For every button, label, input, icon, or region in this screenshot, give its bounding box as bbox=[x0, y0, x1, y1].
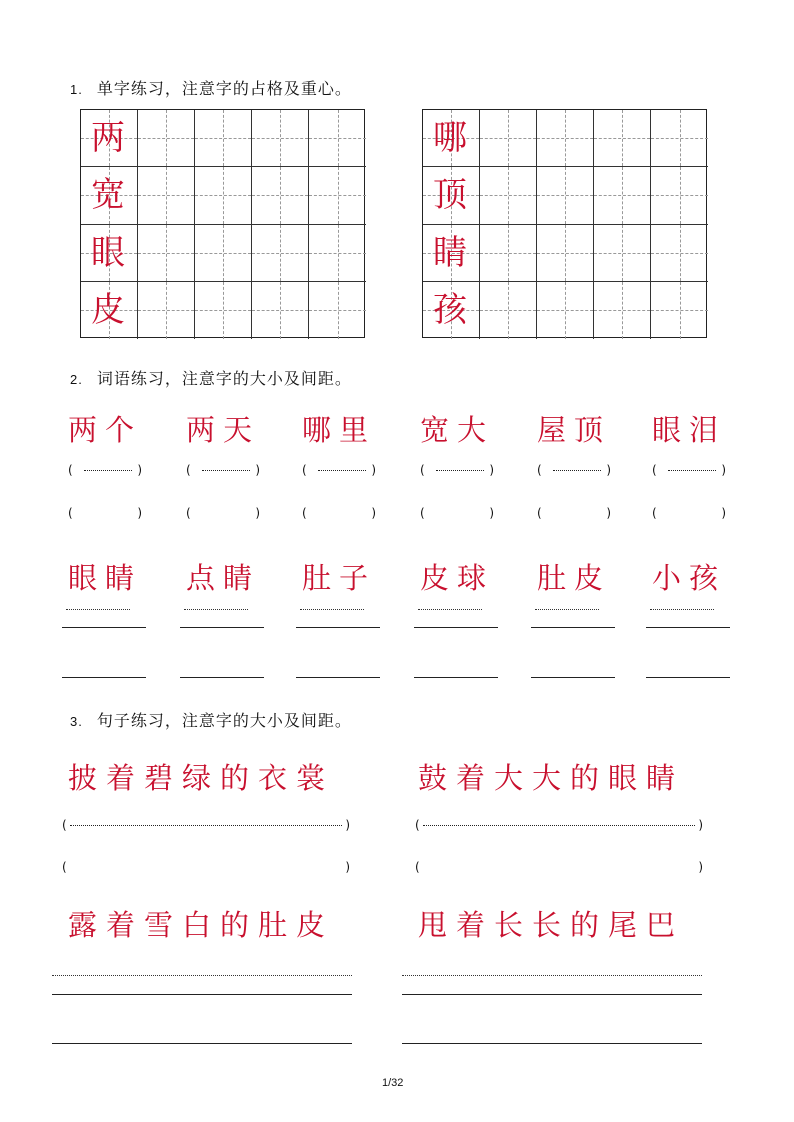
grid-cell[interactable] bbox=[252, 167, 309, 224]
word-paren-dotted[interactable]: ( ) bbox=[537, 463, 611, 477]
grid-cell[interactable] bbox=[195, 167, 252, 224]
grid-cell[interactable] bbox=[252, 110, 309, 167]
grid-model-char: 眼 bbox=[91, 232, 125, 273]
grid-cell[interactable] bbox=[423, 167, 480, 224]
grid-cell[interactable] bbox=[594, 110, 651, 167]
sentence-3-dotted-guide bbox=[52, 975, 352, 976]
grid-cell[interactable] bbox=[138, 167, 195, 224]
grid-cell[interactable] bbox=[537, 167, 594, 224]
word-writing-line[interactable] bbox=[531, 627, 615, 628]
word-writing-line[interactable] bbox=[646, 627, 730, 628]
grid-cell[interactable] bbox=[195, 225, 252, 282]
grid-model-char: 孩 bbox=[433, 289, 467, 330]
grid-cell[interactable] bbox=[480, 167, 537, 224]
grid-cell[interactable] bbox=[309, 225, 366, 282]
word-writing-line[interactable] bbox=[414, 627, 498, 628]
grid-cell[interactable] bbox=[423, 282, 480, 339]
sentence-1-paren-blank[interactable]: ( ) bbox=[62, 860, 350, 874]
section-1-title: 单字练习，注意字的占格及重心。 bbox=[96, 79, 352, 98]
sentence-4-writing-line-1[interactable] bbox=[402, 994, 702, 995]
section-1-heading bbox=[70, 76, 352, 99]
sentence-2-paren-blank[interactable]: ( ) bbox=[415, 860, 703, 874]
sentence-2-paren-dotted[interactable]: ( ) bbox=[415, 818, 703, 832]
word-writing-line[interactable] bbox=[296, 627, 380, 628]
word-row1: 哪里 bbox=[302, 413, 377, 447]
word-row2: 肚皮 bbox=[537, 561, 612, 595]
grid-cell[interactable] bbox=[480, 225, 537, 282]
word-paren-dotted[interactable]: ( ) bbox=[302, 463, 376, 477]
word-row1: 宽大 bbox=[420, 413, 495, 447]
word-dotted-guide bbox=[650, 609, 714, 610]
grid-model-char: 顶 bbox=[433, 175, 467, 216]
grid-cell[interactable] bbox=[537, 225, 594, 282]
grid-cell[interactable] bbox=[594, 282, 651, 339]
word-dotted-guide bbox=[66, 609, 130, 610]
word-row2: 点睛 bbox=[186, 561, 261, 595]
sentence-4-writing-line-2[interactable] bbox=[402, 1043, 702, 1044]
grid-cell[interactable] bbox=[594, 225, 651, 282]
grid-model-char: 哪 bbox=[433, 118, 467, 158]
grid-model-char: 宽 bbox=[91, 175, 125, 216]
sentence-3: 露着雪白的肚皮 bbox=[68, 908, 335, 942]
section-2-number: 2. bbox=[70, 372, 83, 387]
word-writing-line[interactable] bbox=[531, 677, 615, 678]
grid-cell[interactable] bbox=[81, 282, 138, 339]
sentence-3-writing-line-1[interactable] bbox=[52, 994, 352, 995]
word-paren-dotted[interactable]: ( ) bbox=[68, 463, 142, 477]
practice-grid-left bbox=[80, 109, 365, 338]
sentence-4-dotted-guide bbox=[402, 975, 702, 976]
grid-cell[interactable] bbox=[195, 282, 252, 339]
grid-model-char: 睛 bbox=[433, 232, 467, 273]
section-1-number: 1. bbox=[70, 82, 83, 97]
section-3-number: 3. bbox=[70, 714, 83, 729]
word-paren-blank[interactable]: ( ) bbox=[420, 506, 494, 520]
section-3-title: 句子练习，注意字的大小及间距。 bbox=[96, 711, 352, 730]
grid-cell[interactable] bbox=[309, 167, 366, 224]
grid-cell[interactable] bbox=[81, 167, 138, 224]
grid-cell[interactable] bbox=[480, 282, 537, 339]
grid-cell[interactable] bbox=[423, 110, 480, 167]
grid-cell[interactable] bbox=[651, 167, 708, 224]
grid-cell[interactable] bbox=[81, 110, 138, 167]
grid-model-char: 皮 bbox=[91, 289, 125, 330]
section-3-heading bbox=[70, 708, 352, 731]
grid-cell[interactable] bbox=[195, 110, 252, 167]
sentence-1-paren-dotted[interactable]: ( ) bbox=[62, 818, 350, 832]
word-row1: 两天 bbox=[186, 413, 261, 447]
word-paren-blank[interactable]: ( ) bbox=[186, 506, 260, 520]
grid-cell[interactable] bbox=[651, 282, 708, 339]
section-2-title: 词语练习，注意字的大小及间距。 bbox=[96, 369, 352, 388]
sentence-1: 披着碧绿的衣裳 bbox=[68, 761, 335, 795]
word-paren-blank[interactable]: ( ) bbox=[537, 506, 611, 520]
word-row2: 眼睛 bbox=[68, 561, 143, 595]
word-paren-dotted[interactable]: ( ) bbox=[652, 463, 726, 477]
word-row2: 皮球 bbox=[420, 561, 495, 595]
word-writing-line[interactable] bbox=[62, 677, 146, 678]
word-paren-dotted[interactable]: ( ) bbox=[186, 463, 260, 477]
grid-cell[interactable] bbox=[480, 110, 537, 167]
grid-model-char: 两 bbox=[91, 118, 125, 158]
word-writing-line[interactable] bbox=[62, 627, 146, 628]
word-writing-line[interactable] bbox=[296, 677, 380, 678]
grid-cell[interactable] bbox=[81, 225, 138, 282]
grid-cell[interactable] bbox=[309, 110, 366, 167]
word-writing-line[interactable] bbox=[646, 677, 730, 678]
word-writing-line[interactable] bbox=[180, 627, 264, 628]
grid-cell[interactable] bbox=[651, 225, 708, 282]
grid-cell[interactable] bbox=[138, 225, 195, 282]
word-paren-blank[interactable]: ( ) bbox=[652, 506, 726, 520]
grid-cell[interactable] bbox=[594, 167, 651, 224]
grid-cell[interactable] bbox=[537, 282, 594, 339]
word-dotted-guide bbox=[418, 609, 482, 610]
word-writing-line[interactable] bbox=[414, 677, 498, 678]
grid-cell[interactable] bbox=[252, 225, 309, 282]
grid-cell[interactable] bbox=[423, 225, 480, 282]
grid-cell[interactable] bbox=[252, 282, 309, 339]
word-paren-dotted[interactable]: ( ) bbox=[420, 463, 494, 477]
practice-grid-right bbox=[422, 109, 707, 338]
sentence-4: 甩着长长的尾巴 bbox=[418, 908, 685, 942]
page-number: 1/32 bbox=[382, 1077, 404, 1089]
section-2-heading bbox=[70, 366, 352, 389]
word-paren-blank[interactable]: ( ) bbox=[68, 506, 142, 520]
word-row2: 小孩 bbox=[652, 561, 727, 595]
word-row1: 屋顶 bbox=[537, 413, 612, 447]
grid-cell[interactable] bbox=[537, 110, 594, 167]
word-dotted-guide bbox=[184, 609, 248, 610]
grid-cell[interactable] bbox=[138, 282, 195, 339]
word-row1: 两个 bbox=[68, 413, 143, 447]
word-writing-line[interactable] bbox=[180, 677, 264, 678]
word-dotted-guide bbox=[535, 609, 599, 610]
sentence-3-writing-line-2[interactable] bbox=[52, 1043, 352, 1044]
grid-cell[interactable] bbox=[138, 110, 195, 167]
sentence-2: 鼓着大大的眼睛 bbox=[418, 761, 685, 795]
word-paren-blank[interactable]: ( ) bbox=[302, 506, 376, 520]
grid-cell[interactable] bbox=[309, 282, 366, 339]
grid-cell[interactable] bbox=[651, 110, 708, 167]
word-row1: 眼泪 bbox=[652, 413, 727, 447]
word-dotted-guide bbox=[300, 609, 364, 610]
word-row2: 肚子 bbox=[302, 561, 377, 595]
